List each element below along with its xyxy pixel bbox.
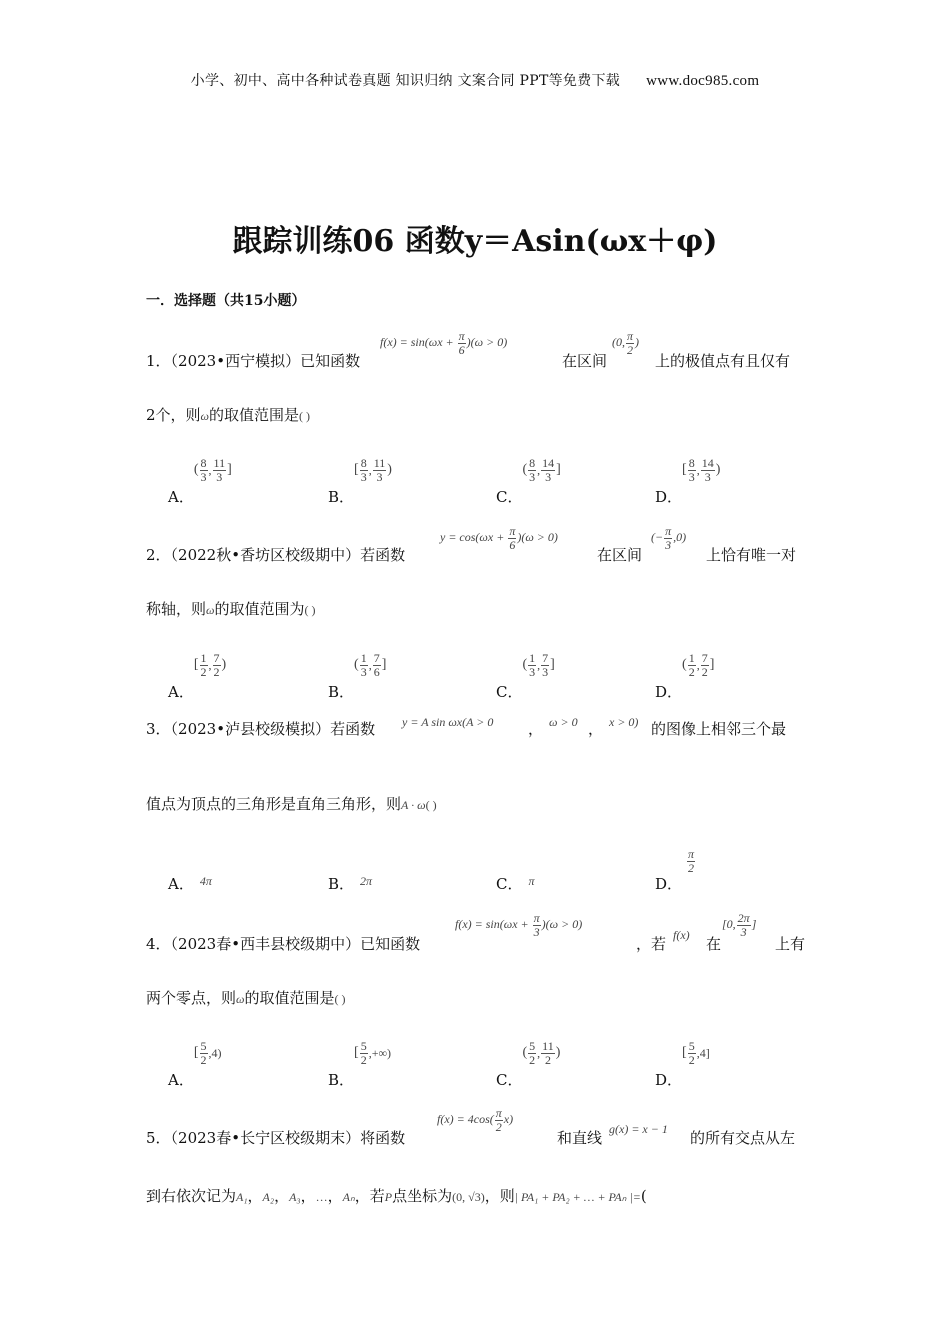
omega-symbol: ω <box>206 603 215 617</box>
q5-tail: 的所有交点从左 <box>690 1129 796 1147</box>
answer-paren: ( ) <box>334 992 346 1006</box>
q2-interval: (− $\frac{\pi}{3}$ ,0) <box>651 524 687 552</box>
q3-function: y = A sin ωx(A > 0 <box>402 715 494 729</box>
q1-line2: 2个，则ω的取值范围是( ) <box>146 406 311 424</box>
q5-mid: 和直线 <box>557 1129 603 1147</box>
q1-number: 1． <box>146 352 171 370</box>
q1-mid: 在区间 <box>562 352 608 370</box>
q5-point-coord: (0, √3) <box>452 1190 485 1204</box>
q1-source: （2023•西宁模拟）已知函数 <box>170 352 361 370</box>
omega-symbol: ω <box>236 992 245 1006</box>
q3-tail: 的图像上相邻三个最 <box>651 720 787 738</box>
q1-option-b[interactable]: B．[ $\frac{8}{3}$ , $\frac{11}{3}$ ) <box>328 456 392 507</box>
omega-symbol: ω <box>200 409 210 423</box>
q4-interval: [0, $\frac{2\pi}{3}$ ] <box>722 911 757 939</box>
q1-option-a[interactable]: A．( $\frac{8}{3}$ , $\frac{11}{3}$ ] <box>168 456 232 507</box>
q2-function: y = cos(ωx + $\frac{\pi}{6}$ )(ω > 0) <box>440 524 558 552</box>
q4-option-c[interactable]: C．( $\frac{5}{2}$ , $\frac{11}{2}$ ) <box>496 1039 561 1090</box>
q3-number: 3． <box>146 720 171 738</box>
q2-option-d[interactable]: D．( $\frac{1}{2}$ , $\frac{7}{2}$ ] <box>655 651 715 702</box>
q4-option-a[interactable]: A．[ $\frac{5}{2}$ ,4) <box>168 1039 222 1090</box>
q5-sum-expr: | PA₁ + PA₂ + … + PAₙ |= <box>514 1190 641 1204</box>
page-title: 跟踪训练06 函数y＝Asin(ωx＋φ) <box>232 224 718 259</box>
q5-line-eq: g(x) = x − 1 <box>609 1122 668 1136</box>
q2-option-c[interactable]: C．( $\frac{1}{3}$ , $\frac{7}{3}$ ] <box>496 651 555 702</box>
q2-line2: 称轴，则ω的取值范围为( ) <box>146 600 316 618</box>
q3-cond-x: x > 0) <box>609 715 639 729</box>
q2-mid: 在区间 <box>597 546 643 564</box>
q3-expr: A · ω <box>401 798 426 812</box>
page-header <box>0 70 950 90</box>
q2-source: （2022秋•香坊区校级期中）若函数 <box>170 546 406 564</box>
q4-line1 <box>146 933 420 954</box>
answer-paren: ( ) <box>425 798 437 812</box>
q5-line1 <box>146 1127 405 1148</box>
q4-option-b[interactable]: B．[ $\frac{5}{2}$ ,+∞) <box>328 1039 392 1090</box>
q3-source: （2023•泸县校级模拟）若函数 <box>170 720 376 738</box>
q3-cond-omega: ω > 0 <box>549 715 578 729</box>
q3-option-d[interactable]: D． <box>655 875 683 893</box>
q3-option-d-value: $\frac{\pi}{2}$ <box>688 847 695 875</box>
q4-tail: 上有 <box>775 935 806 953</box>
q4-option-d[interactable]: D．[ $\frac{5}{2}$ ,4] <box>655 1039 710 1090</box>
q5-line2: 到右依次记为A₁，A₂，A₃，…，Aₙ，若P点坐标为(0, √3)，则| PA₁ + PA₂ + … + PAₙ |=( <box>146 1187 647 1205</box>
q4-line2: 两个零点，则ω的取值范围是( ) <box>146 989 346 1007</box>
q5-source: （2023春•长宁区校级期末）将函数 <box>170 1129 406 1147</box>
q2-option-b[interactable]: B．( $\frac{1}{3}$ , $\frac{7}{6}$ ] <box>328 651 387 702</box>
q1-option-d[interactable]: D．[ $\frac{8}{3}$ , $\frac{14}{3}$ ) <box>655 456 721 507</box>
q2-tail: 上恰有唯一对 <box>706 546 797 564</box>
header-text: 小学、初中、高中各种试卷真题 知识归纳 文案合同 PPT等免费下载 <box>190 73 621 89</box>
q2-number: 2． <box>146 546 171 564</box>
q3-option-c[interactable]: C． $^\pi$ <box>496 874 535 893</box>
answer-paren: ( ) <box>304 603 316 617</box>
q1-tail: 上的极值点有且仅有 <box>655 352 791 370</box>
header-url[interactable]: www.doc985.com <box>646 73 760 89</box>
q4-number: 4． <box>146 935 171 953</box>
q3-option-a[interactable]: A． $^{4\pi}$ <box>168 874 212 893</box>
q2-option-a[interactable]: A．[ $\frac{1}{2}$ , $\frac{7}{2}$ ) <box>168 651 227 702</box>
answer-paren: ( ) <box>299 409 311 423</box>
q1-frac: $\frac{\pi}{6}$ <box>458 329 465 357</box>
q5-number: 5． <box>146 1129 171 1147</box>
q3-option-b[interactable]: B． $^{2\pi}$ <box>328 874 373 893</box>
q1-option-c[interactable]: C．( $\frac{8}{3}$ , $\frac{14}{3}$ ] <box>496 456 561 507</box>
q4-fx: f(x) <box>673 928 690 942</box>
q3-line2: 值点为顶点的三角形是直角三角形，则A · ω( ) <box>146 795 437 813</box>
q1-interval: (0, $\frac{\pi}{2}$ ) <box>612 329 640 357</box>
q4-function: f(x) = sin(ωx + $\frac{\pi}{3}$ )(ω > 0) <box>455 911 583 939</box>
q4-mid: ，若 <box>636 935 667 953</box>
q2-line1 <box>146 544 405 565</box>
q1-line1 <box>146 350 360 371</box>
section-heading: 一．选择题（共15小题） <box>146 293 306 309</box>
q3-line1 <box>146 718 375 739</box>
q4-source: （2023春•西丰县校级期中）已知函数 <box>170 935 421 953</box>
q5-function: f(x) = 4cos( $\frac{\pi}{2}$ x) <box>437 1106 514 1134</box>
q1-function: f(x) = sin(ωx + $\frac{\pi}{6}$ )(ω > 0) <box>380 329 508 357</box>
